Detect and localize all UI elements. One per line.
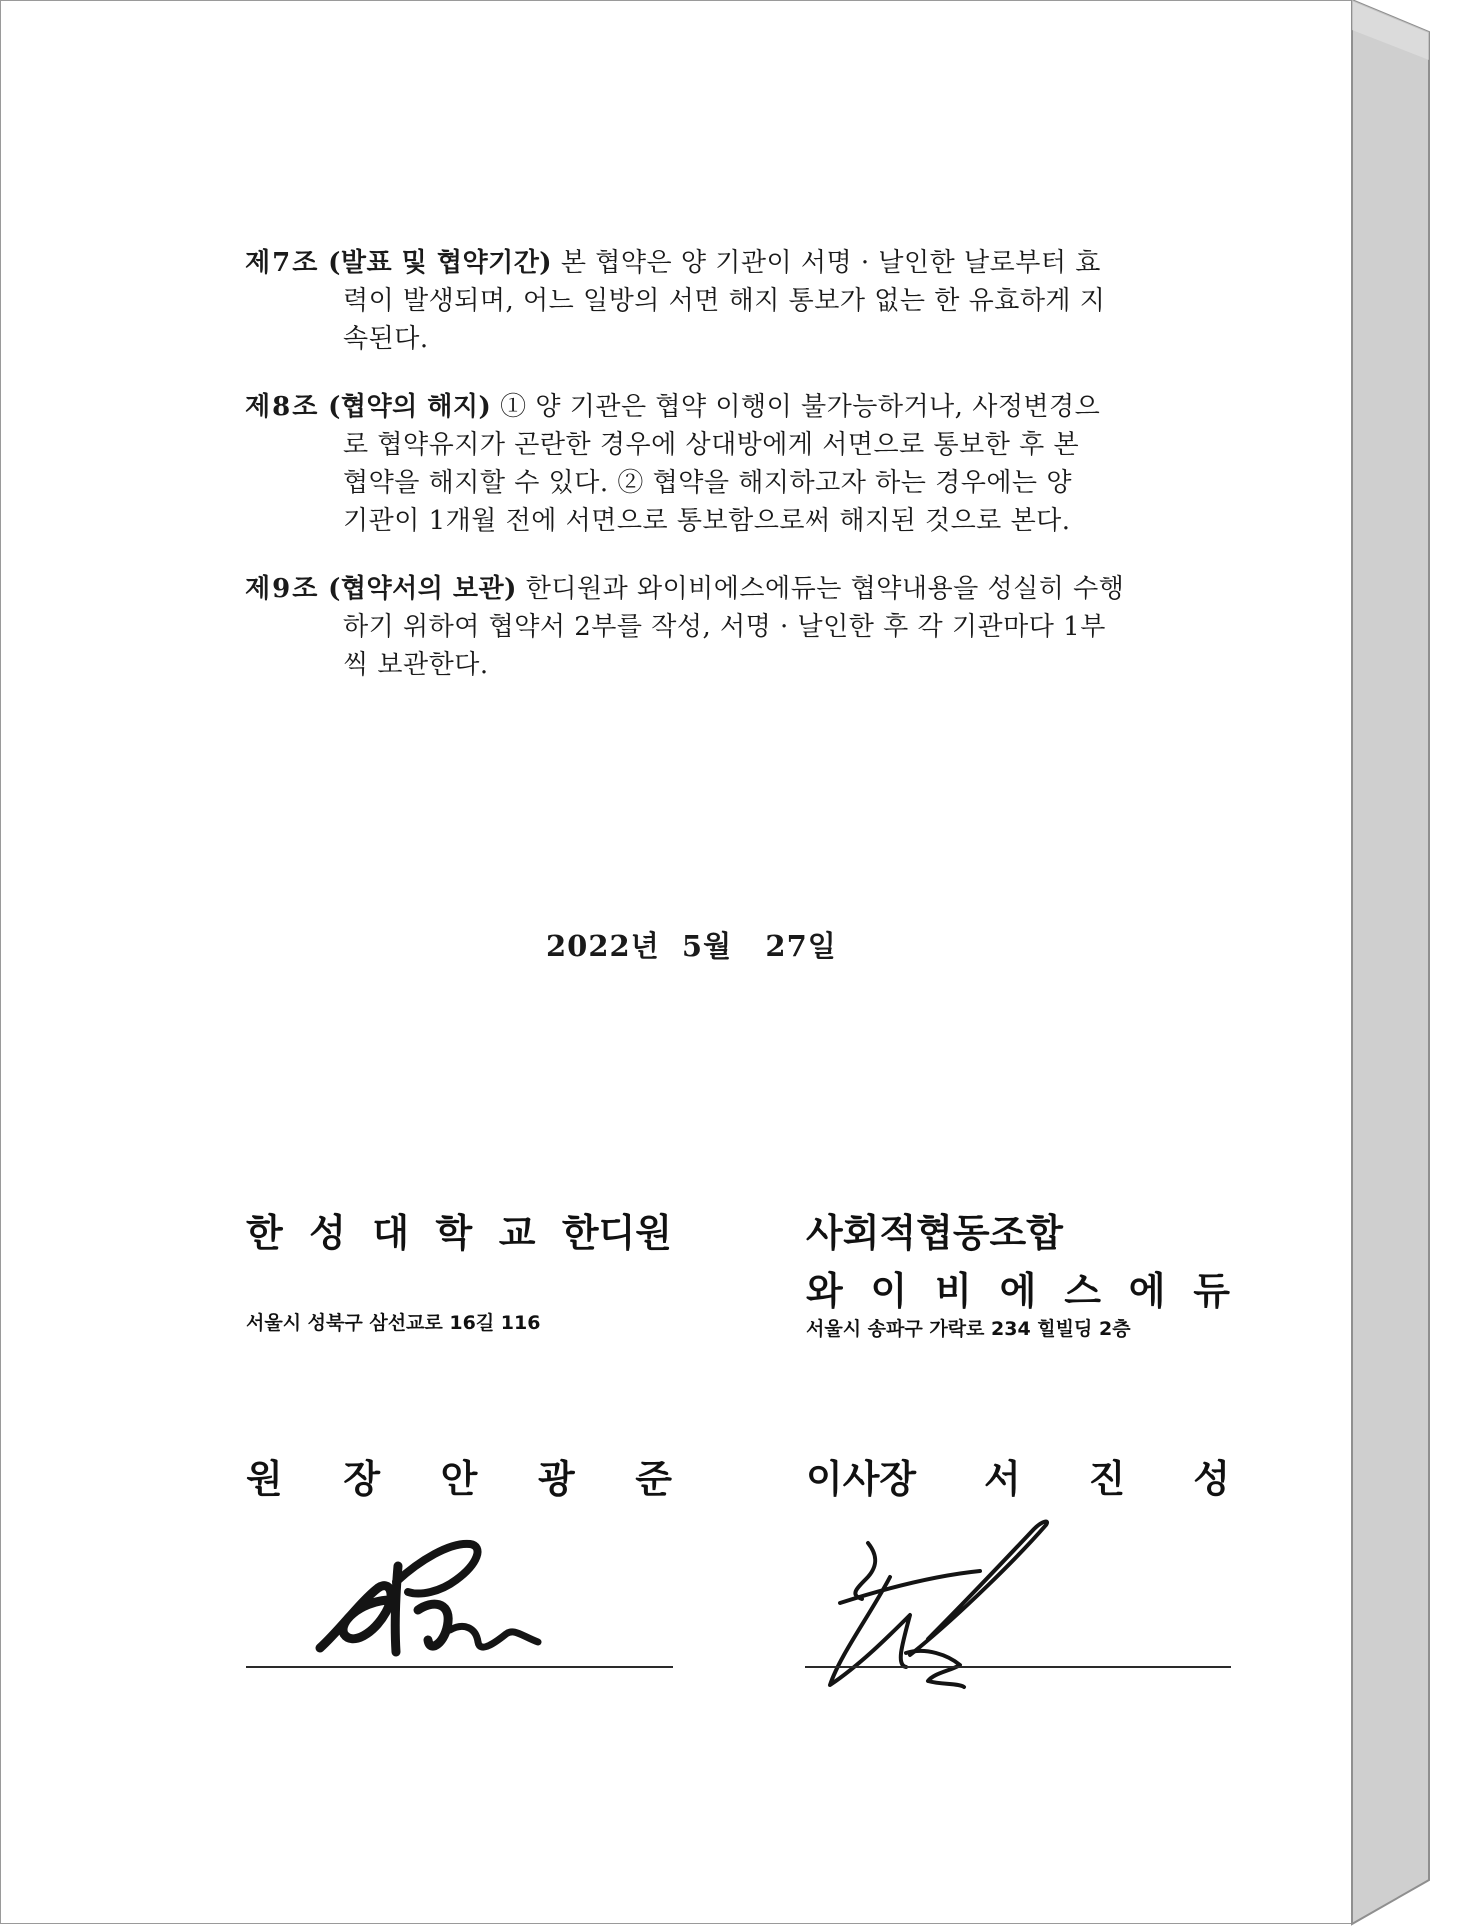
article-text: 한디원과 와이비에스에듀는 협약내용을 성실히 수행 <box>525 574 1125 604</box>
article-number: 제9조 <box>245 574 320 604</box>
org-char: 비 <box>935 1269 972 1313</box>
right-address: 서울시 송파구 가락로 234 힐빌딩 2층 <box>806 1318 1131 1340</box>
right-org-name-line2 <box>806 1260 1230 1315</box>
org-char: 성 <box>309 1211 346 1255</box>
article-text-line: 씩 보관한다. <box>343 650 489 680</box>
left-signature-line <box>246 1666 673 1668</box>
org-char: 대 <box>372 1211 410 1255</box>
title-char: 이사장 <box>806 1457 917 1501</box>
article-title: (발표 및 협약기간) <box>328 248 553 278</box>
article-text-line: 하기 위하여 협약서 2부를 작성, 서명 · 날인한 후 각 기관마다 1부 <box>343 612 1106 642</box>
org-char: 에 <box>999 1269 1037 1313</box>
right-org-name-line1: 사회적협동조합 <box>806 1211 1063 1255</box>
left-signature <box>300 1530 560 1670</box>
article-text-line: 기관이 1개월 전에 서면으로 통보함으로써 해지된 것으로 본다. <box>343 506 1071 536</box>
article-7 <box>245 244 1135 358</box>
article-text-line: 협약을 해지할 수 있다. ② 협약을 해지하고자 하는 경우에는 양 <box>343 468 1072 498</box>
title-char: 광 <box>537 1457 575 1501</box>
org-char: 한디원 <box>561 1211 672 1255</box>
left-org-name <box>246 1202 672 1257</box>
org-char: 스 <box>1064 1269 1101 1313</box>
article-number: 제8조 <box>245 392 320 422</box>
article-text: 본 협약은 양 기관이 서명 · 날인한 날로부터 효 <box>560 248 1101 278</box>
right-signature-line <box>805 1666 1231 1668</box>
article-8 <box>245 388 1135 540</box>
org-char: 와 <box>806 1269 843 1313</box>
org-char: 에 <box>1128 1269 1166 1313</box>
title-char: 성 <box>1193 1457 1230 1501</box>
article-9 <box>245 570 1135 684</box>
article-number: 제7조 <box>245 248 320 278</box>
org-char: 듀 <box>1193 1269 1230 1313</box>
title-char: 진 <box>1088 1457 1126 1501</box>
org-char: 이 <box>870 1269 908 1313</box>
org-char: 학 <box>435 1211 473 1255</box>
org-char: 교 <box>498 1211 536 1255</box>
title-char: 장 <box>343 1457 381 1501</box>
left-signer-title <box>246 1448 672 1503</box>
right-signer-title <box>806 1448 1230 1503</box>
left-address: 서울시 성북구 삼선교로 16길 116 <box>246 1312 541 1334</box>
title-char: 준 <box>635 1457 672 1501</box>
org-char: 한 <box>246 1211 283 1255</box>
title-char: 원 <box>246 1457 283 1501</box>
article-text-line: 속된다. <box>343 324 429 354</box>
article-title: (협약의 해지) <box>328 392 492 422</box>
article-text: ① 양 기관은 협약 이행이 불가능하거나, 사정변경으 <box>500 392 1101 422</box>
title-char: 안 <box>440 1457 478 1501</box>
article-text-line: 력이 발생되며, 어느 일방의 서면 해지 통보가 없는 한 유효하게 지 <box>343 286 1106 316</box>
right-signature <box>810 1515 1060 1705</box>
article-title: (협약서의 보관) <box>328 574 517 604</box>
agreement-date: 2022년 5월 27일 <box>546 929 837 963</box>
title-char: 서 <box>984 1457 1021 1501</box>
article-text-line: 로 협약유지가 곤란한 경우에 상대방에게 서면으로 통보한 후 본 <box>343 430 1080 460</box>
